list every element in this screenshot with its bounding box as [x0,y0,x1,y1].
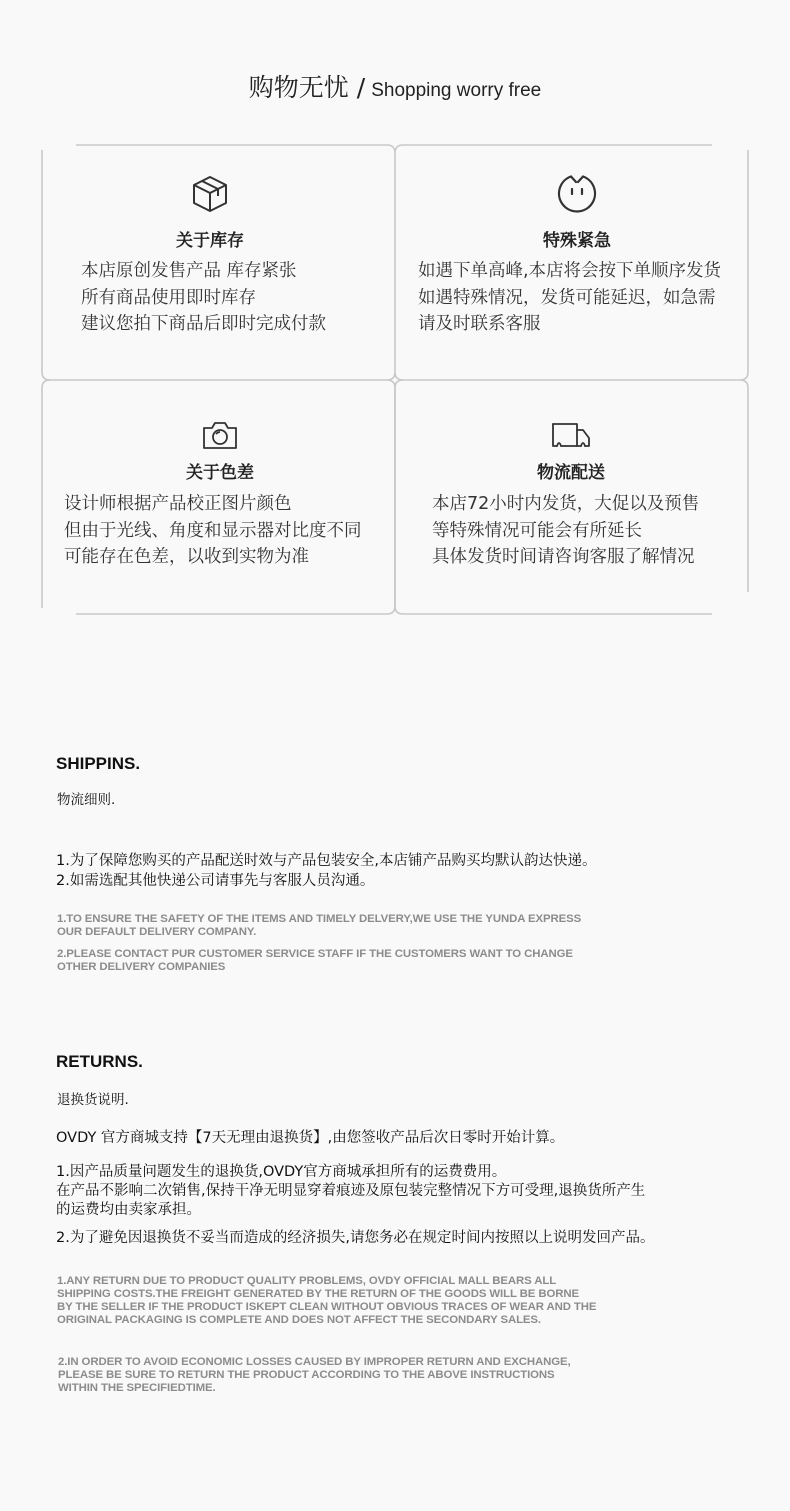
card-line: 本店72小时内发货，大促以及预售 [432,494,700,514]
card-line: 等特殊情况可能会有所延长 [432,520,642,541]
returns-point: 1.因产品质量问题发生的退换货,OVDY官方商城承担所有的运费费用。 [56,1164,507,1180]
returns-intro: OVDY 官方商城支持【7天无理由退换货】,由您签收产品后次日零时开始计算。 [56,1130,565,1146]
card-text [418,258,721,338]
box-icon [190,174,230,214]
shipping-rule: 2.如需选配其他快递公司请事先与客服人员沟通。 [56,873,375,889]
returns-point: 在产品不影响二次销售,保持干净无明显穿着痕迹及原包装完整情况下方可受理,退换货所产生 [56,1183,646,1199]
en-line: OUR DEFAULT DELIVERY COMPANY. [57,926,257,938]
returns-en-note [58,1356,571,1395]
card-title: 特殊紧急 [543,231,611,251]
returns-en-note [57,1275,596,1327]
en-line: 1.TO ENSURE THE SAFETY OF THE ITEMS AND TIMELY DELVERY,WE USE THE YUNDA EXPRESS [57,913,582,925]
card-line: 但由于光线、角度和显示器对比度不同 [64,520,362,541]
card-text [81,258,326,338]
card-line: 如遇特殊情况，发货可能延迟，如急需 [418,287,716,308]
card-line: 设计师根据产品校正图片颜色 [64,494,292,514]
shipping-en-note [57,913,581,939]
returns-heading: RETURNS. [56,1052,143,1071]
smiley-clock-icon [556,173,598,215]
card-line: 具体发货时间请咨询客服了解情况 [432,547,695,567]
card-title: 物流配送 [537,463,605,483]
card-line: 所有商品使用即时库存 [81,287,256,308]
returns-subheading: 退换货说明. [57,1092,129,1108]
card-line: 本店原创发售产品 库存紧张 [81,261,297,281]
card-title: 关于库存 [176,231,244,251]
card-line: 建议您拍下商品后即时完成付款 [81,314,326,334]
returns-point: 2.为了避免因退换货不妥当而造成的经济损失,请您务必在规定时间内按照以上说明发回产品。 [56,1230,655,1246]
card-text [432,491,699,571]
camera-icon [202,420,238,450]
title-en: Shopping worry free [371,80,542,101]
card-line: 如遇下单高峰,本店将会按下单顺序发货 [418,261,722,281]
en-line: BY THE SELLER IF THE PRODUCT ISKEPT CLEAN WITHOUT OBVIOUS TRACES OF WEAR AND THE [57,1301,597,1313]
en-line: WITHIN THE SPECIFIEDTIME. [58,1382,216,1394]
en-line: ORIGINAL PACKAGING IS COMPLETE AND DOES NOT AFFECT THE SECONDARY SALES. [57,1314,541,1326]
card-text [64,491,362,571]
en-line: 2.IN ORDER TO AVOID ECONOMIC LOSSES CAUSED BY IMPROPER RETURN AND EXCHANGE, [58,1356,571,1368]
card-line: 可能存在色差，以收到实物为准 [64,547,309,567]
title-separator: / [356,73,366,102]
returns-point: 的运费均由卖家承担。 [56,1202,201,1218]
en-line: OTHER DELIVERY COMPANIES [57,961,226,973]
en-line: 2.PLEASE CONTACT PUR CUSTOMER SERVICE STAFF IF THE CUSTOMERS WANT TO CHANGE [57,948,573,960]
shipping-en-note [57,948,573,974]
shipping-subheading: 物流细则. [57,792,116,808]
card-grid-frame [0,0,790,700]
title-cn: 购物无忧 [248,73,349,102]
card-line: 请及时联系客服 [418,314,541,334]
shipping-heading: SHIPPINS. [56,754,141,773]
en-line: PLEASE BE SURE TO RETURN THE PRODUCT ACCORDING TO THE ABOVE INSTRUCTIONS [58,1369,555,1381]
shipping-rule: 1.为了保障您购买的产品配送时效与产品包装安全,本店铺产品购买均默认韵达快递。 [56,853,597,869]
en-line: SHIPPING COSTS.THE FREIGHT GENERATED BY THE RETURN OF THE GOODS WILL BE BORNE [57,1288,579,1300]
truck-icon [551,422,591,450]
en-line: 1.ANY RETURN DUE TO PRODUCT QUALITY PROBLEMS, OVDY OFFICIAL MALL BEARS ALL [57,1275,557,1287]
card-title: 关于色差 [186,463,254,483]
